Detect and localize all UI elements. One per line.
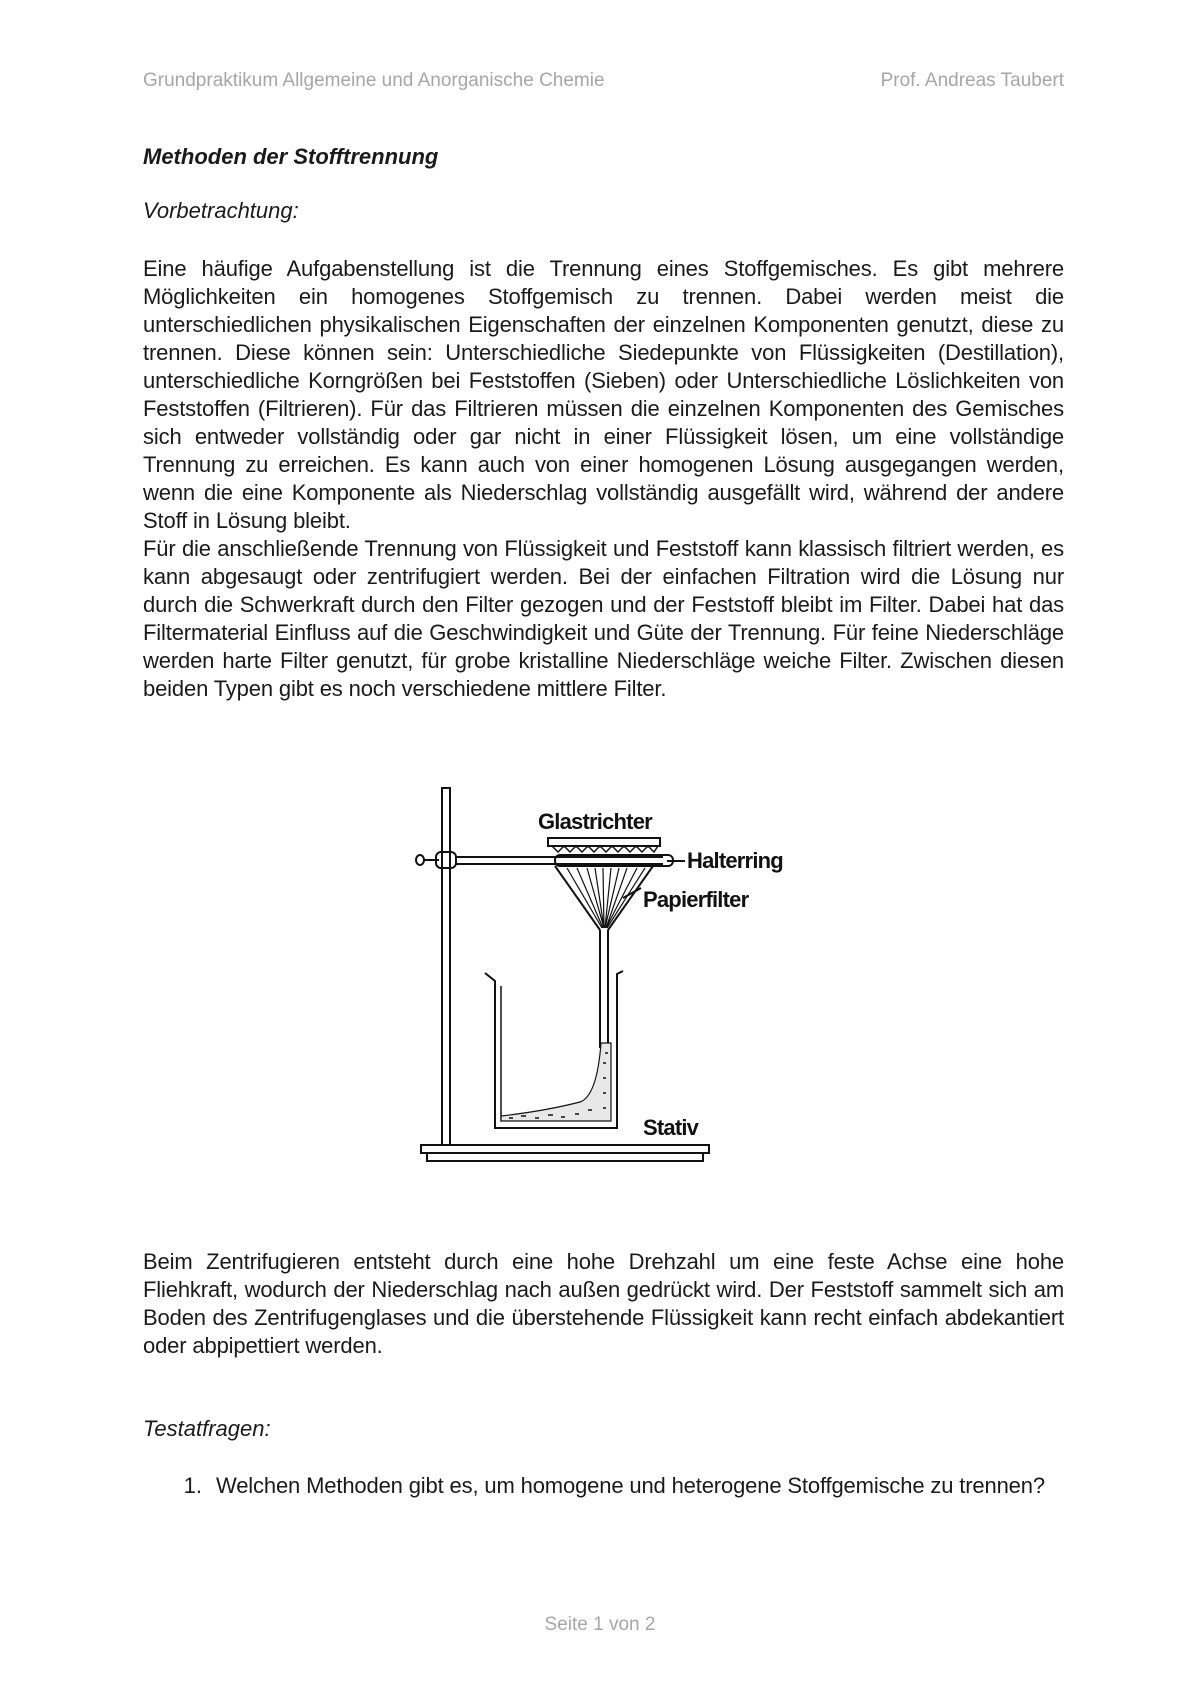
filtration-apparatus-diagram	[405, 778, 805, 1188]
paragraph-centrifuge: Beim Zentrifugieren entsteht durch eine hohe Drehzahl um eine feste Achse eine hohe Fliehkraft, wodurch der Niederschlag nach außen gedrückt wird. Der Feststoff sammelt sich am Boden des Zentrifugenglases und die überstehende Flüssigkeit kann recht einfach abdekantiert oder abpipettiert werden.	[143, 1249, 1064, 1358]
filtrate-liquid	[501, 1043, 611, 1121]
questions-heading: Testatfragen:	[143, 1416, 271, 1441]
stand-base-foot	[427, 1153, 703, 1161]
label-halterring: Halterring	[687, 848, 783, 873]
header-course: Grundpraktikum Allgemeine und Anorganische Chemie	[143, 70, 605, 91]
funnel-rim	[548, 838, 660, 846]
label-glastrichter: Glastrichter	[538, 809, 652, 834]
question-number: 1.	[183, 1473, 202, 1498]
intro-heading: Vorbetrachtung:	[143, 198, 299, 223]
paragraph-filtration: Für die anschließende Trennung von Flüssigkeit und Feststoff kann klassisch filtriert werden, es kann abgesaugt oder zentrifugiert werden. Bei der einfachen Filtration wird die Lösung nur durch die Schwerkraft durch den Filter gezogen und der Feststoff bleibt im Filter. Dabei hat das Filtermaterial Einfluss auf die Geschwindigkeit und Güte der Trennung. Für feine Niederschläge werden harte Filter genutzt, für grobe kristalline Niederschläge weiche Filter. Zwischen diesen beiden Typen gibt es noch verschiedene mittlere Filter.	[143, 536, 1064, 701]
clamp-screw-knob	[416, 855, 424, 865]
page-header	[143, 70, 1064, 92]
question-text: Welchen Methoden gibt es, um homogene und heterogene Stoffgemische zu trennen?	[216, 1473, 1045, 1498]
stand-rod	[442, 788, 450, 1145]
stand-base-plate	[421, 1145, 709, 1153]
page-footer: Seite 1 von 2	[544, 1614, 656, 1635]
paragraph-intro: Eine häufige Aufgabenstellung ist die Trennung eines Stoffgemisches. Es gibt mehrere Möglichkeiten ein homogenes Stoffgemisch zu trennen. Dabei werden meist die unterschiedlichen physikalischen Eigenschaften der einzelnen Komponenten genutzt, diese zu trennen. Diese können sein: Unterschiedliche Siedepunkte von Flüssigkeiten (Destillation), unterschiedliche Korngrößen bei Feststoffen (Sieben) oder Unterschiedliche Löslichkeiten von Feststoffen (Filtrieren). Für das Filtrieren müssen die einzelnen Komponenten des Gemisches sich entweder vollständig oder gar nicht in einer Flüssigkeit lösen, um eine vollständige Trennung zu erreichen. Es kann auch von einer homogenen Lösung ausgegangen werden, wenn die eine Komponente als Niederschlag vollständig ausgefällt wird, während der andere Stoff in Lösung bleibt.	[143, 256, 1064, 533]
label-papierfilter: Papierfilter	[643, 887, 749, 912]
question-list	[143, 1472, 1064, 1500]
filtration-figure	[405, 778, 805, 1188]
header-author: Prof. Andreas Taubert	[880, 70, 1064, 91]
list-item	[143, 1472, 1064, 1500]
document-title: Methoden der Stofftrennung	[143, 144, 439, 169]
label-stativ: Stativ	[643, 1115, 699, 1140]
